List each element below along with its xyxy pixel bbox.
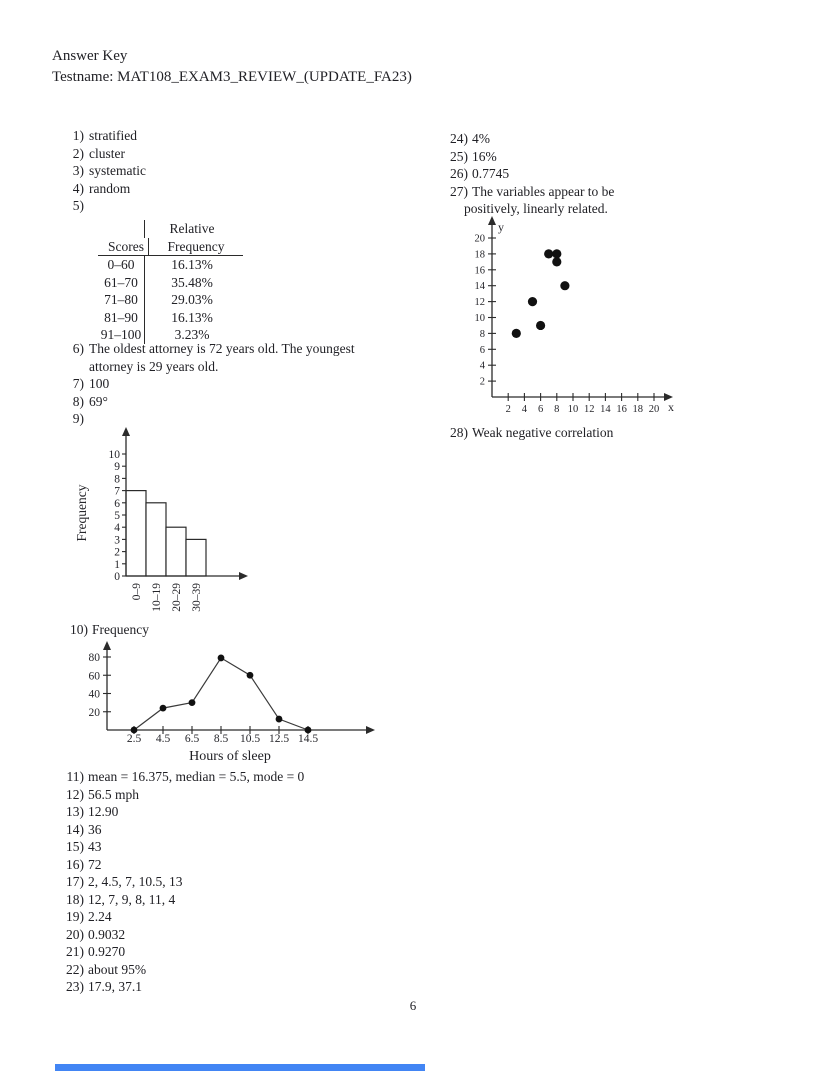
answer-number: 21) [66,944,84,959]
data-point [528,297,537,306]
tick-label: 10–19 [151,583,163,612]
tick-label: 20 [88,706,100,719]
data-point [247,672,254,679]
answer-number: 19) [66,909,84,924]
answer-number: 16) [66,856,84,872]
answer-number: 18) [66,891,84,907]
table-cell: 81–90 [98,309,145,327]
tick-label: 6 [114,497,120,510]
y-axis-label: Frequency [74,484,89,542]
tick-label: 12 [583,404,595,414]
answer-line-25 [442,148,614,166]
answer-line-19 [58,908,304,926]
tick-label: 10 [567,404,579,414]
answer-text: 2, 4.5, 7, 10.5, 13 [88,874,183,889]
q27-scatter-plot [470,214,680,414]
tick-label: 14 [474,281,485,293]
answer-number: 3) [72,163,84,178]
table-cell: 16.13% [171,309,213,325]
data-point [560,281,569,290]
data-point [276,716,283,723]
table-header: Frequency [167,238,225,254]
answer-text: 36 [88,821,102,837]
answer-line-23 [58,978,304,996]
answer-text: 16% [472,148,497,164]
tick-label: 0 [114,571,120,583]
answers-11-23 [58,768,304,996]
testname: Testname: MAT108_EXAM3_REVIEW_(UPDATE_FA23) [52,68,412,85]
table-cell: 61–70 [98,274,145,292]
tick-label: 8 [114,473,120,486]
tick-label: 6 [537,404,544,414]
answer-number: 15) [66,839,84,854]
answers-24-27 [442,130,614,218]
answer-text: 12, 7, 9, 8, 11, 4 [88,891,176,907]
answer-number: 24) [450,131,468,146]
bottom-blue-bar [55,1064,425,1071]
answers-6-9 [62,340,355,428]
answer-line-27-cont: positively, linearly related. [464,201,608,216]
tick-label: 80 [88,652,100,664]
y-axis-arrow [122,427,130,436]
answer-line-8 [62,393,355,411]
answer-text: stratified [89,128,137,143]
answer-line-15 [58,838,304,856]
answer-line-6-cont: attorney is 29 years old. [89,358,219,374]
data-point [305,727,312,734]
answer-text: 4% [472,131,490,146]
x-axis-arrow [239,572,248,580]
data-point [512,329,521,338]
answer-text: The variables appear to be [472,183,615,199]
table-cell: 0–60 [98,256,145,274]
answers-1-5 [62,127,146,215]
answer-number: 23) [66,979,84,994]
answer-number: 27) [450,183,468,199]
data-point [160,705,167,712]
tick-label: 12.5 [268,733,290,743]
tick-label: 9 [114,461,120,474]
answer-line-17 [58,873,304,891]
page-title: Answer Key [52,48,128,64]
table-header: Relative [169,221,215,236]
x-axis-title: Hours of sleep [189,749,271,764]
table-cell [98,220,145,238]
tick-label: 7 [114,485,120,498]
answer-text: 72 [88,856,102,872]
answer-text: Frequency [92,622,149,637]
tick-label: 18 [632,404,644,414]
answer-number: 12) [66,786,84,802]
tick-label: 16 [474,265,485,277]
answer-line-11 [58,768,304,786]
histogram-bar [166,527,186,576]
answer-line-28 [442,424,613,442]
answer-text: 2.24 [88,909,112,924]
answer-line-12 [58,786,304,804]
y-axis-label: y [498,220,504,234]
data-point [552,249,561,258]
data-point [131,727,138,734]
answer-text: about 95% [88,961,147,977]
answer-line-24 [442,130,614,148]
tick-label: 4 [114,522,120,535]
answer-number: 20) [66,926,84,942]
tick-label: 2 [505,404,511,414]
data-point [536,321,545,330]
tick-label: 20 [648,404,660,414]
answer-line-10 [62,621,149,639]
data-point [189,699,196,706]
data-point [544,249,553,258]
table-cell: 35.48% [171,274,213,290]
answer-text: 0.7745 [472,166,510,181]
tick-label: 10.5 [239,733,261,743]
tick-label: 40 [88,688,100,701]
histogram-bar [146,503,166,576]
tick-label: 3 [114,534,120,547]
answer-number: 6) [72,341,84,356]
answer-line-2 [62,145,146,163]
histogram-bar [186,539,206,576]
table-row [98,309,243,327]
tick-label: 20 [474,233,485,245]
table-header: Scores [98,238,149,256]
answer-number: 10) [70,622,88,637]
y-axis-arrow [103,641,111,650]
answer-number: 26) [450,166,468,181]
tick-label: 2.5 [126,733,142,743]
answer-line-20 [58,926,304,944]
q9-histogram-chart [73,425,258,620]
table-cell: 91–100 [98,326,145,344]
x-axis-arrow [366,726,375,734]
answer-text: 0.9270 [88,944,126,959]
tick-label: 2 [114,546,120,559]
data-point [552,257,561,266]
answer-number: 13) [66,804,84,819]
tick-label: 20–29 [171,583,183,612]
answer-number: 4) [72,180,84,196]
answer-line-6 [62,340,355,358]
page-number: 6 [409,998,417,1013]
tick-label: 8.5 [213,733,229,743]
answer-text: 43 [88,839,102,854]
answer-number: 25) [450,148,468,164]
answer-28 [442,424,613,442]
table-row [98,256,243,274]
tick-label: 10 [474,313,485,324]
answer-line-4 [62,180,146,198]
answer-line-16 [58,856,304,874]
tick-label: 4 [479,360,485,372]
tick-label: 14 [600,404,611,414]
q10-frequency-polygon-chart [80,638,380,743]
answer-text: 0.9032 [88,926,126,942]
table-row [98,274,243,292]
x-axis-label: x [668,400,674,414]
tick-label: 2 [479,376,485,388]
tick-label: 14.5 [297,733,319,743]
table-cell: 29.03% [171,292,213,307]
answer-number: 17) [66,874,84,889]
answer-line-22 [58,961,304,979]
answer-line-1 [62,127,146,145]
tick-label: 16 [616,404,627,414]
table-cell: 16.13% [171,257,213,272]
answer-text: random [89,180,131,196]
answer-number: 9) [72,411,84,426]
answer-text: 69° [89,393,108,409]
tick-label: 10 [108,449,120,461]
table-cell: 71–80 [98,291,145,309]
answer-line-13 [58,803,304,821]
answer-text: 17.9, 37.1 [88,979,142,994]
tick-label: 5 [114,510,120,522]
answer-text: cluster [89,145,125,161]
q5-relative-frequency-table [98,220,243,344]
answer-text: 100 [89,376,110,391]
answer-number: 8) [72,393,84,409]
tick-label: 4.5 [155,733,171,743]
tick-label: 8 [479,328,485,340]
answer-line-26 [442,165,614,183]
answer-line-18 [58,891,304,909]
answer-text: The oldest attorney is 72 years old. The youngest [89,341,355,356]
data-point [218,655,225,662]
table-row [98,291,243,309]
answer-number: 7) [72,376,84,391]
answer-line-21 [58,943,304,961]
answer-line-14 [58,821,304,839]
page-header [52,46,412,87]
histogram-bar [126,491,146,576]
answer-line-7 [62,375,355,393]
tick-label: 6 [479,344,485,356]
tick-label: 60 [88,670,100,683]
y-axis-arrow [488,216,496,225]
tick-label: 18 [474,249,485,261]
answer-number: 14) [66,821,84,837]
tick-label: 30–39 [191,583,203,612]
tick-label: 8 [554,404,560,414]
answer-number: 2) [72,145,84,161]
table-header-row-2 [98,238,243,257]
table-header-row-1 [98,220,243,238]
answer-text: systematic [89,163,146,178]
answer-text: 56.5 mph [88,786,140,802]
answer-number: 28) [450,425,468,440]
answer-text: 12.90 [88,804,119,819]
tick-label: 12 [474,297,485,309]
table-cell: 3.23% [174,327,210,342]
answer-line-3 [62,162,146,180]
answer-number: 1) [72,128,84,143]
answer-number: 22) [66,961,84,977]
answer-number: 11) [66,769,84,784]
tick-label: 4 [521,404,528,414]
answer-line-5 [62,197,146,215]
tick-label: 0–9 [131,583,143,601]
answer-text: mean = 16.375, median = 5.5, mode = 0 [88,769,305,784]
answer-number: 5) [72,198,84,213]
tick-label: 1 [114,558,120,571]
answer-text: Weak negative correlation [472,425,614,440]
answer-line-27 [442,183,614,201]
tick-label: 6.5 [184,733,200,743]
